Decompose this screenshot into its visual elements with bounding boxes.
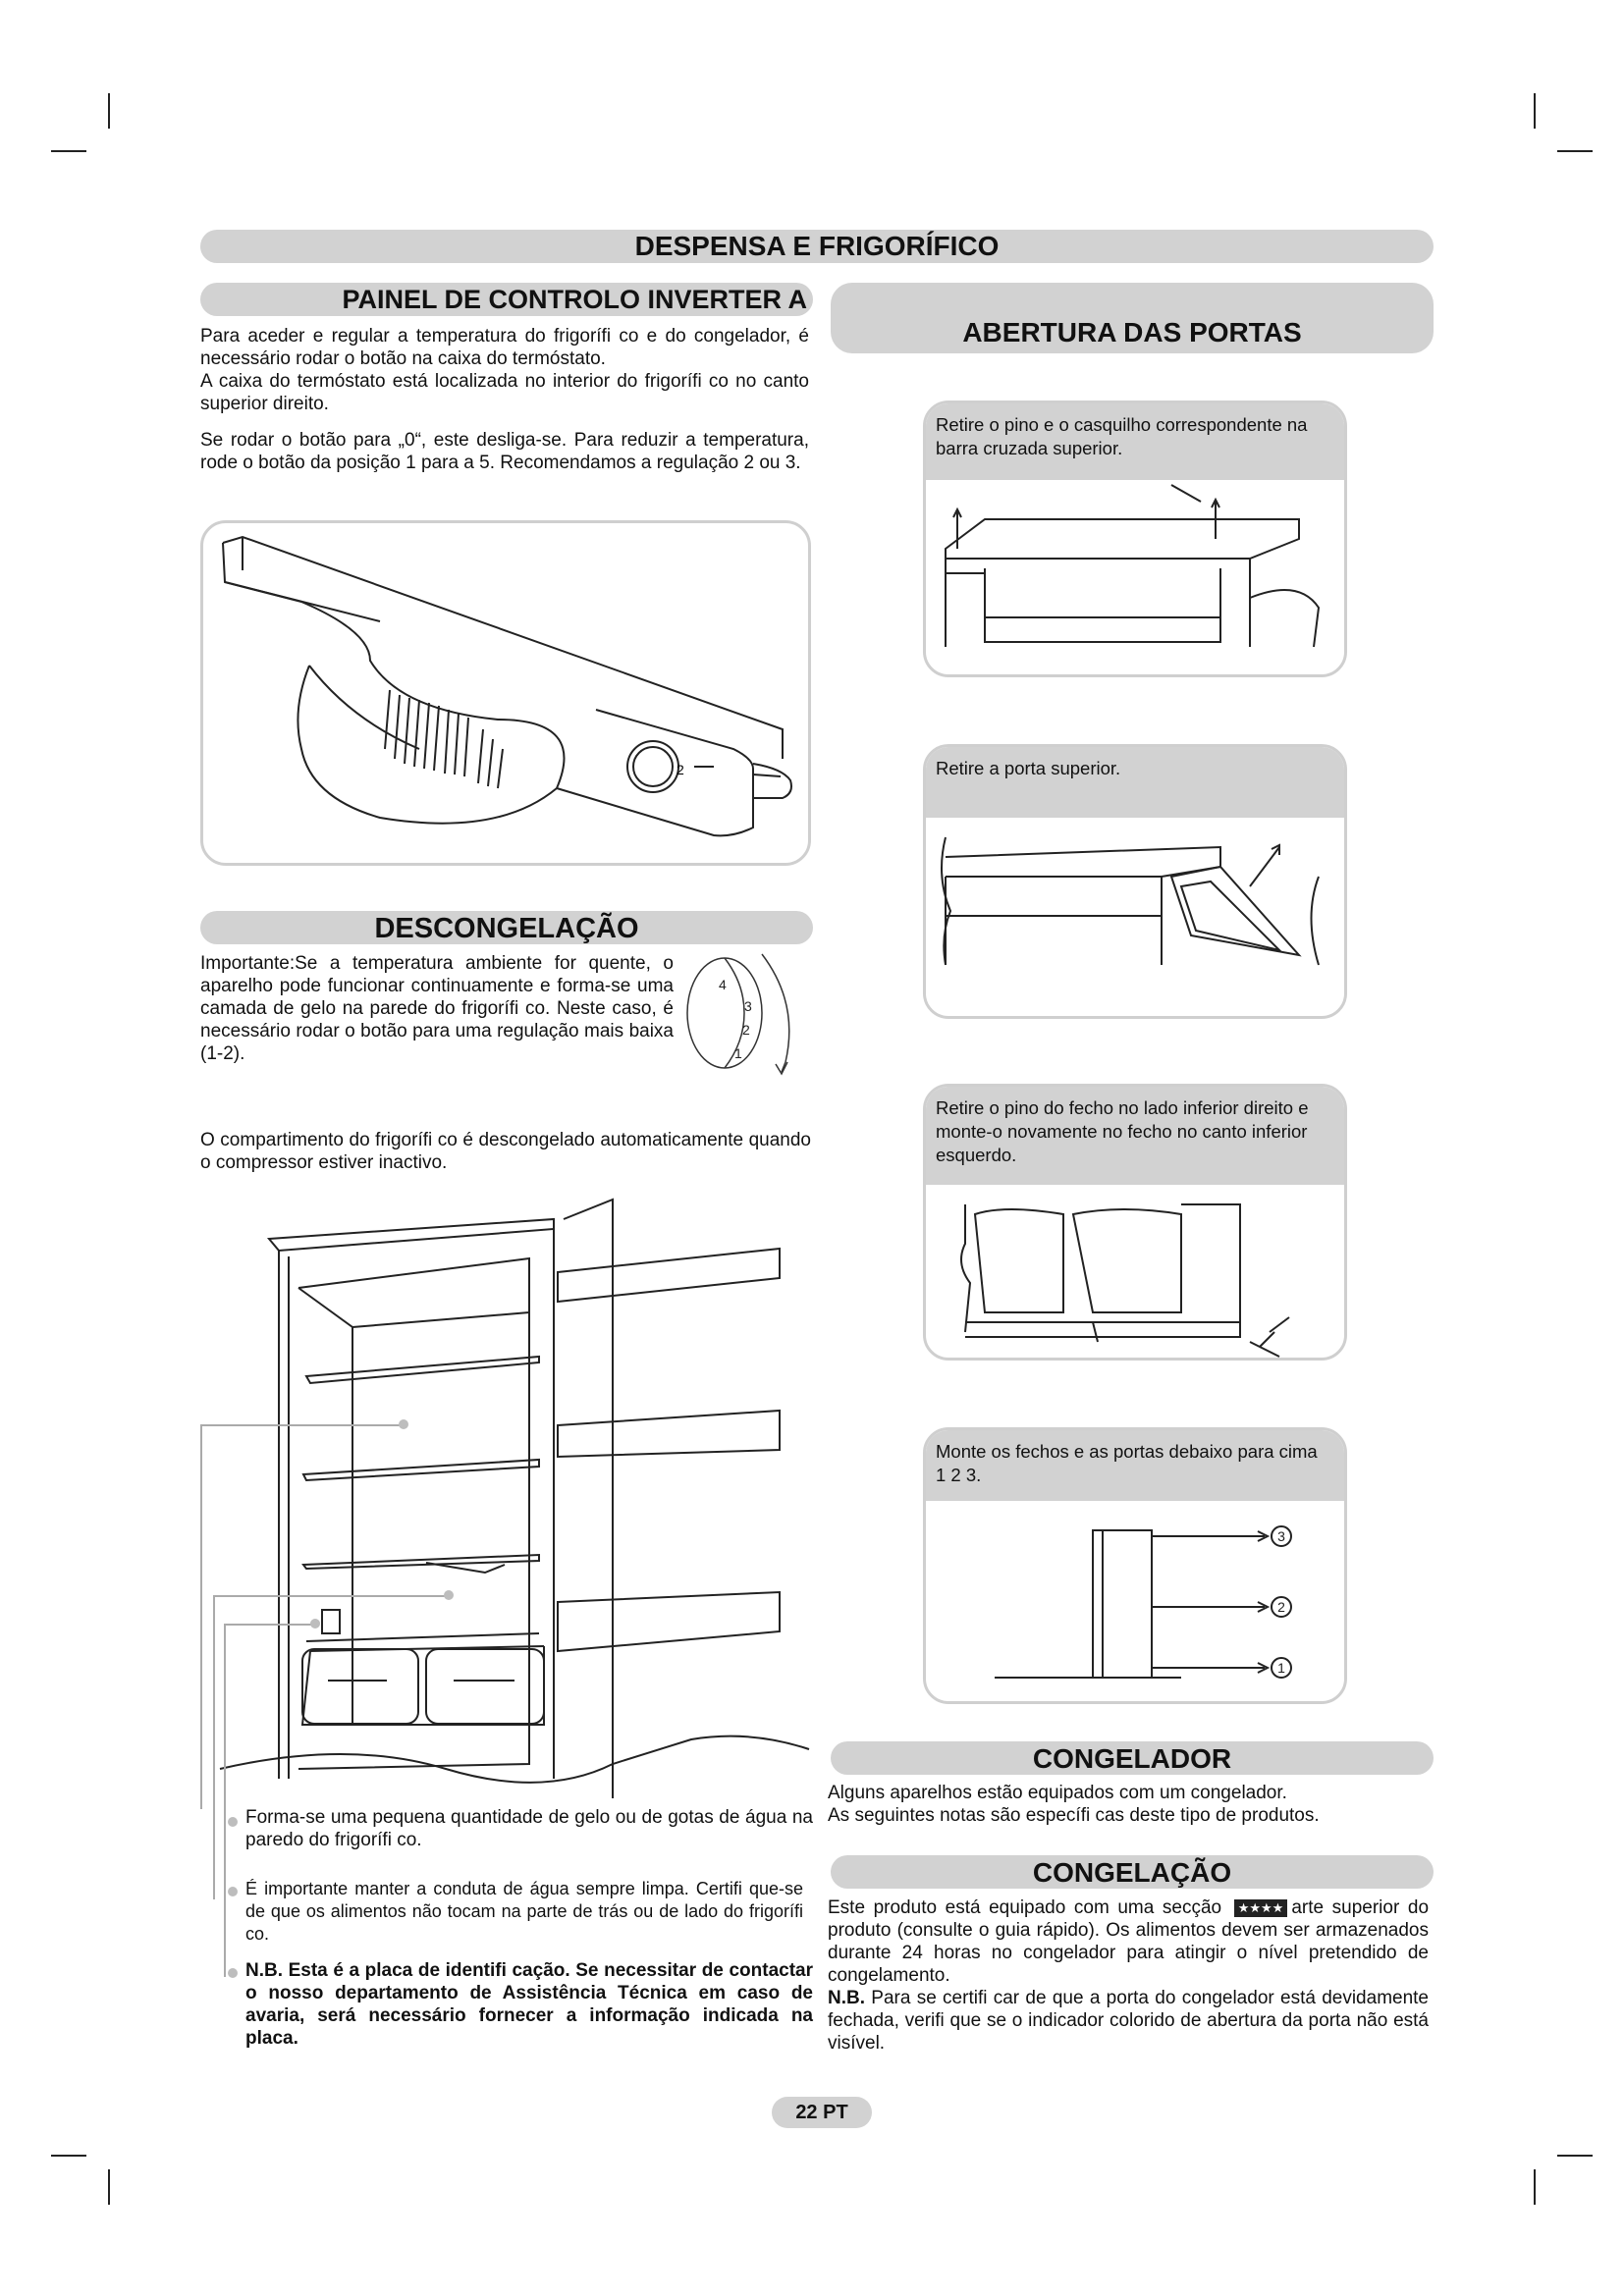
note-bullet: [228, 1968, 238, 1978]
note-text: N.B. Esta é a placa de identifi cação. Se necessitar de contactar o nosso departamento de Assistência Técnica em caso de avaria, será necessário fornecer a informação indicada na placa.: [245, 1960, 813, 2049]
page-number-badge: [772, 2097, 872, 2128]
remove-upper-door-illustration: [926, 818, 1347, 1014]
crop-mark: [1557, 2155, 1593, 2157]
nb-label: N.B.: [828, 1988, 865, 2008]
door-step-text: Retire o pino e o casquilho correspondente na barra cruzada superior.: [936, 414, 1308, 458]
door-step-text: Monte os fechos e as portas debaixo para cima: [936, 1441, 1318, 1462]
dial-mark: 3: [744, 998, 752, 1014]
freezing-heading-bar: [831, 1855, 1434, 1889]
page-title-bar: [200, 230, 1434, 263]
crop-mark: [51, 2155, 86, 2157]
crop-mark: [1534, 93, 1536, 129]
thermostat-illustration-frame: [200, 520, 811, 866]
star-rating-badge: ★★★★: [1234, 1899, 1288, 1917]
callout-line: [200, 1424, 402, 1426]
crop-mark: [1557, 150, 1593, 152]
control-panel-heading-bar: [200, 283, 813, 316]
door-step-text: Retire a porta superior.: [936, 758, 1121, 778]
callout-line: [200, 1424, 202, 1809]
freezing-heading: CONGELAÇÃO: [1032, 1857, 1232, 1888]
callout-dot: [310, 1619, 320, 1629]
note-text: É importante manter a conduta de água sempre limpa. Certifi que-se de que os alimentos não tocam na parte de trás ou de lado do frigorífi co.: [245, 1879, 803, 1944]
freezer-heading: CONGELADOR: [1032, 1743, 1232, 1774]
defrost-paragraph: Importante:Se a temperatura ambiente for quente, o aparelho pode funcionar continuamente e forma-se uma camada de gelo na parede do frigorífi co. Neste caso, é necessário rodar o botão para uma regulação mais baixa (1-2).: [200, 953, 674, 1064]
nb-text: Para se certifi car de que a porta do congelador está devidamente fechada, verifi que se o indicador colorido de abertura da porta não está visível.: [828, 1988, 1429, 2054]
defrost-paragraph: O compartimento do frigorífi co é descongelado automaticamente quando o compressor estiver inactivo.: [200, 1130, 811, 1173]
door-step-panel: [923, 744, 1347, 1019]
door-hinge-top-illustration: [926, 480, 1347, 676]
note-rating-plate: [245, 1959, 813, 2050]
page-number: 22 PT: [795, 2102, 848, 2123]
dial-mark: 2: [742, 1022, 750, 1038]
doors-heading-bar: [831, 283, 1434, 353]
dial-mark: 1: [734, 1045, 742, 1061]
crop-mark: [108, 2169, 110, 2205]
door-step-panel: [923, 400, 1347, 677]
callout-line: [213, 1595, 449, 1597]
control-panel-paragraph: Para aceder e regular a temperatura do frigorífi co e do congelador, é necessário rodar o botão na caixa do termóstato.: [200, 326, 809, 369]
door-step-text: Retire o pino do fecho no lado inferior direito e monte-o novamente no fecho no canto inferior esquerdo.: [936, 1097, 1309, 1165]
knob-setting-label: 2: [677, 762, 684, 777]
door-order-number: 3: [1277, 1528, 1285, 1544]
door-order-number: 2: [1277, 1599, 1285, 1615]
thermostat-illustration: [203, 523, 811, 866]
defrost-heading-bar: [200, 911, 813, 944]
note-text: Forma-se uma pequena quantidade de gelo ou de gotas de água na paredo do frigorífi co.: [245, 1807, 813, 1850]
freezer-paragraph: As seguintes notas são específi cas deste tipo de produtos.: [828, 1805, 1320, 1826]
note-bullet: [228, 1817, 238, 1827]
dial-illustration: [683, 944, 801, 1082]
freezing-paragraph: Este produto está equipado com uma secção: [828, 1897, 1222, 1918]
crop-mark: [108, 93, 110, 129]
doors-heading: ABERTURA DAS PORTAS: [962, 317, 1302, 347]
callout-line: [224, 1624, 226, 1977]
control-panel-text: [200, 325, 809, 474]
door-step-order: 1 2 3.: [936, 1465, 982, 1485]
page-title: DESPENSA E FRIGORÍFICO: [634, 231, 1000, 261]
freezing-text: [828, 1896, 1429, 2055]
door-step-panel: [923, 1084, 1347, 1361]
defrost-heading: DESCONGELAÇÃO: [374, 913, 639, 944]
defrost-auto-text: [200, 1129, 811, 1174]
control-panel-heading: PAINEL DE CONTROLO INVERTER A: [342, 285, 807, 314]
freezer-paragraph: Alguns aparelhos estão equipados com um congelador.: [828, 1783, 1287, 1803]
door-step-panel: [923, 1427, 1347, 1704]
control-panel-paragraph: A caixa do termóstato está localizada no interior do frigorífi co no canto superior direito.: [200, 371, 809, 414]
crop-mark: [1534, 2169, 1536, 2205]
callout-line: [224, 1624, 314, 1626]
door-order-number: 1: [1277, 1660, 1285, 1676]
freezer-text: [828, 1782, 1436, 1827]
note-bullet: [228, 1887, 238, 1896]
callout-dot: [444, 1590, 454, 1600]
fridge-interior-illustration: [200, 1190, 829, 1798]
dial-mark: 4: [719, 977, 727, 992]
freezer-heading-bar: [831, 1741, 1434, 1775]
lower-hinge-illustration: [926, 1185, 1347, 1361]
note-ice: [245, 1806, 813, 1851]
callout-line: [213, 1595, 215, 1899]
door-order-illustration: [926, 1501, 1347, 1697]
note-drain: [245, 1878, 803, 1946]
defrost-important-text: [200, 952, 674, 1065]
freezing-paragraph: arte superior do produto (consulte o guia rápido). Os alimentos devem ser armazenados durante 24 horas no congelador para atingir o nível pretendido de congelamento.: [828, 1897, 1430, 1986]
control-panel-paragraph: Se rodar o botão para „0“, este desliga-se. Para reduzir a temperatura, rode o botão da posição 1 para a 5. Recomendamos a regulação 2 ou 3.: [200, 430, 809, 473]
callout-dot: [399, 1419, 408, 1429]
crop-mark: [51, 150, 86, 152]
